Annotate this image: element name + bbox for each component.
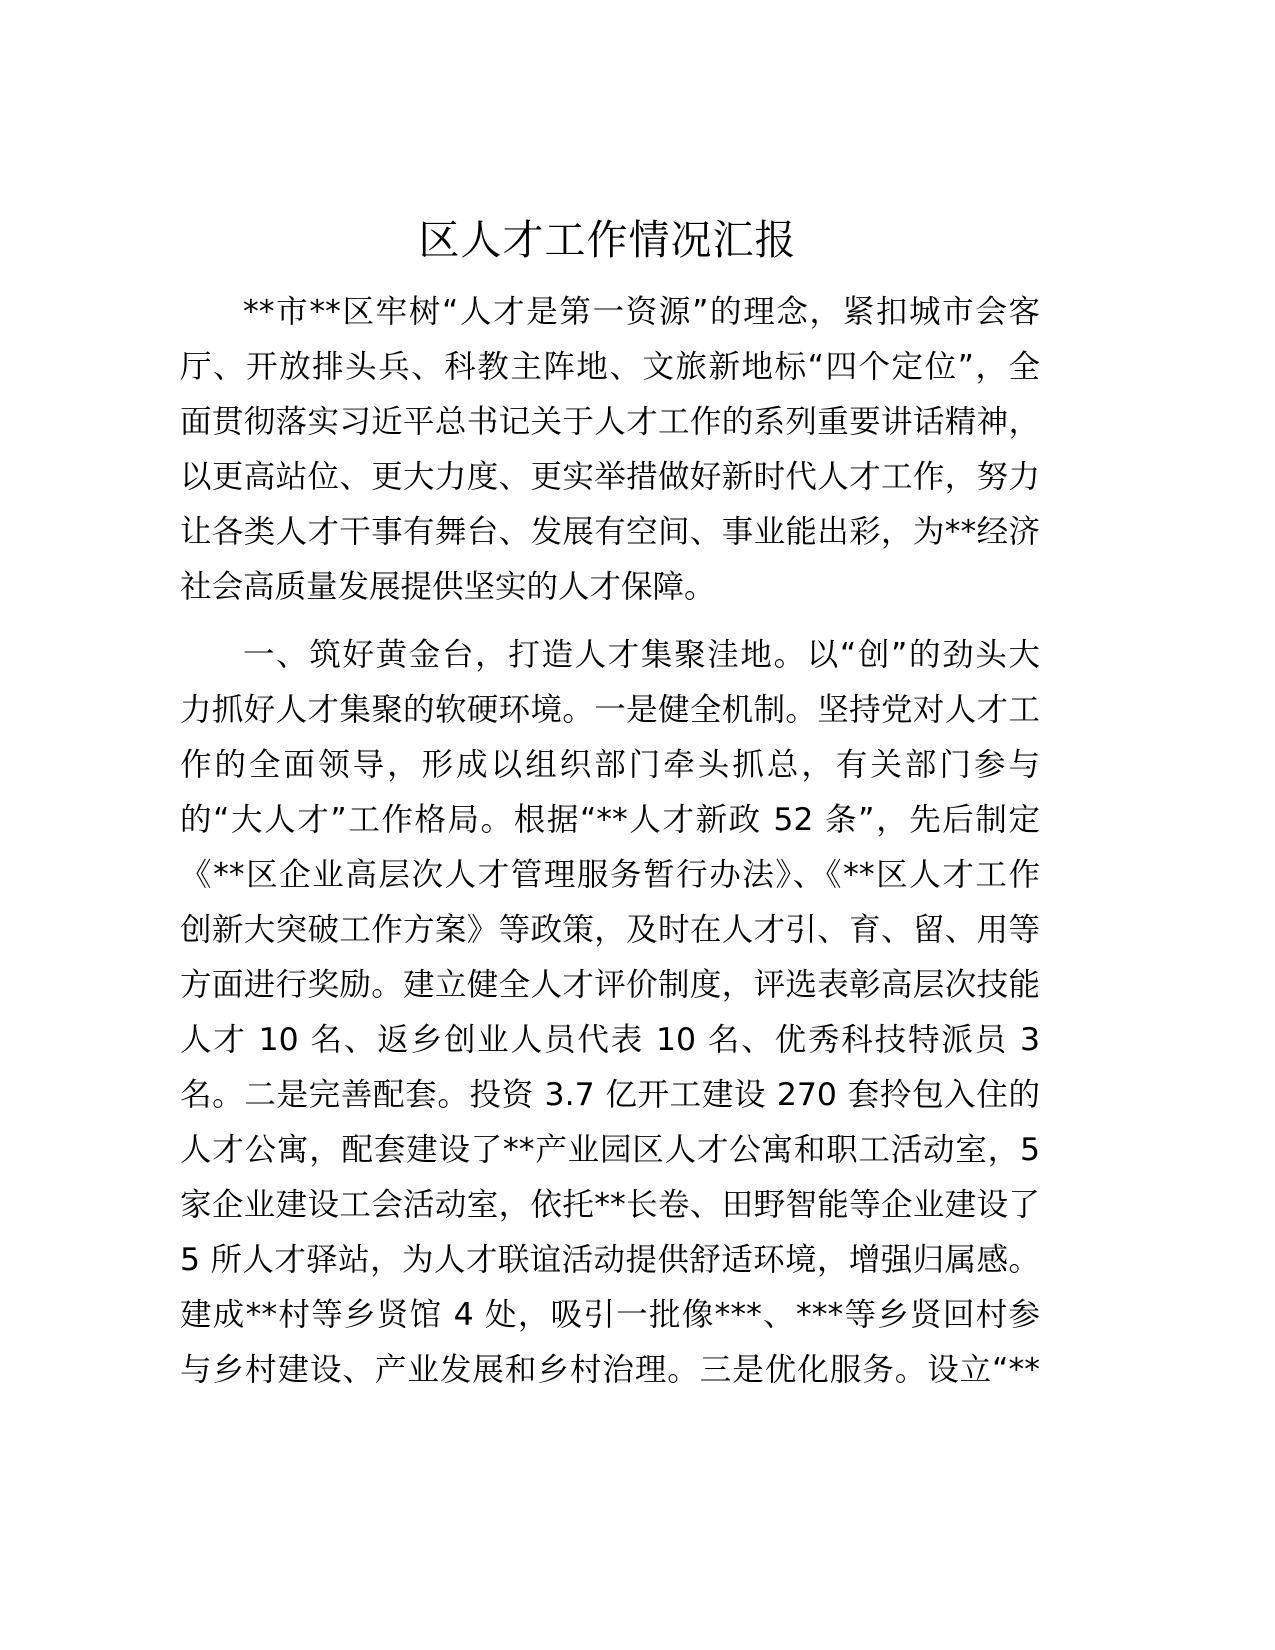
text-line: 让各类人才干事有舞台、发展有空间、事业能出彩，为**经济 — [180, 514, 1040, 550]
text-line: **市**区牢树“人才是第一资源”的理念，紧扣城市会客 — [243, 294, 1040, 330]
text-line: 家企业建设工会活动室，依托**长卷、田野智能等企业建设了 — [180, 1187, 1040, 1223]
text-line: 的“大人才”工作格局。根据“**人才新政 52 条”，先后制定 — [180, 802, 1040, 838]
text-line: 以更高站位、更大力度、更实举措做好新时代人才工作，努力 — [180, 459, 1040, 495]
text-line: 《**区企业高层次人才管理服务暂行办法》、《**区人才工作 — [180, 857, 1040, 893]
text-line: 社会高质量发展提供坚实的人才保障。 — [180, 569, 716, 605]
text-line: 方面进行奖励。建立健全人才评价制度，评选表彰高层次技能 — [180, 967, 1040, 1003]
text-line: 一、筑好黄金台，打造人才集聚洼地。以“创”的劲头大 — [243, 637, 1040, 673]
text-line: 建成**村等乡贤馆 4 处，吸引一批像***、***等乡贤回村参 — [180, 1297, 1040, 1333]
text-line: 与乡村建设、产业发展和乡村治理。三是优化服务。设立“** — [180, 1352, 1040, 1388]
text-line: 作的全面领导，形成以组织部门牵头抓总，有关部门参与 — [180, 747, 1040, 783]
text-line: 人才 10 名、返乡创业人员代表 10 名、优秀科技特派员 3 — [180, 1022, 1040, 1058]
text-line: 名。二是完善配套。投资 3.7 亿开工建设 270 套拎包入住的 — [180, 1077, 1040, 1113]
text-line: 厅、开放排头兵、科教主阵地、文旅新地标“四个定位”，全 — [180, 349, 1040, 385]
text-line: 人才公寓，配套建设了**产业园区人才公寓和职工活动室，5 — [180, 1132, 1040, 1168]
text-line: 力抓好人才集聚的软硬环境。一是健全机制。坚持党对人才工 — [180, 692, 1040, 728]
document-title: 区人才工作情况汇报 — [418, 216, 797, 264]
text-line: 创新大突破工作方案》等政策，及时在人才引、育、留、用等 — [180, 912, 1040, 948]
text-line: 面贯彻落实习近平总书记关于人才工作的系列重要讲话精神， — [180, 404, 1040, 440]
text-line: 5 所人才驿站，为人才联谊活动提供舒适环境，增强归属感。 — [180, 1242, 1040, 1278]
